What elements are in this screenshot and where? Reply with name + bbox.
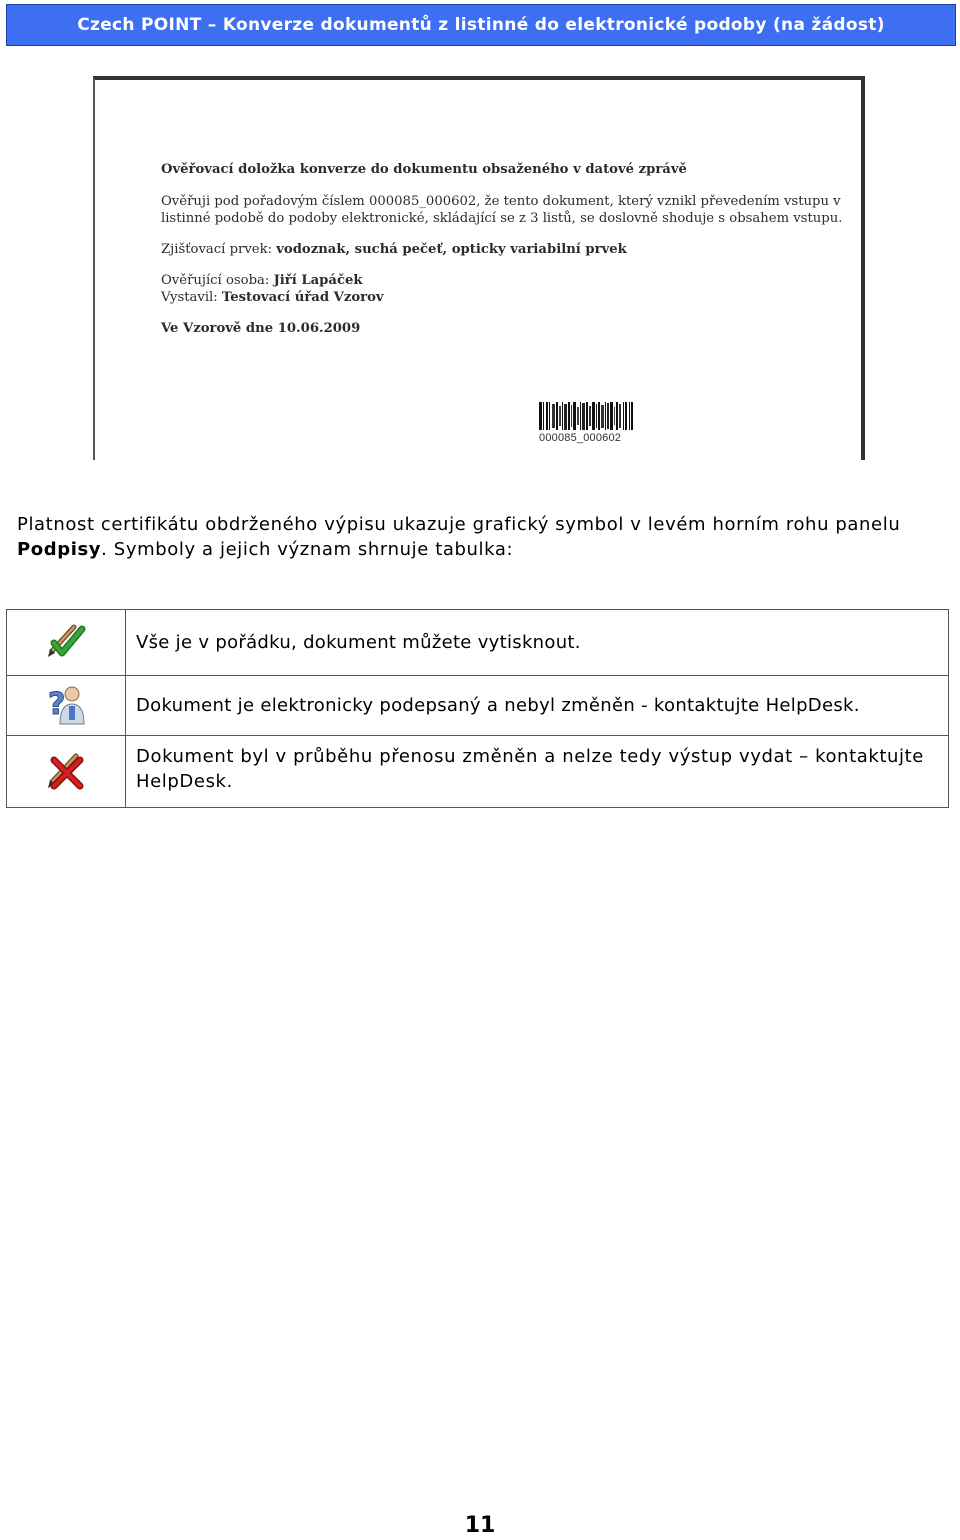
symbol-description: Vše je v pořádku, dokument můžete vytisknout. xyxy=(126,610,949,676)
feature-line xyxy=(161,242,627,257)
symbol-description: Dokument byl v průběhu přenosu změněn a nelze tedy výstup vydat – kontaktujte HelpDesk. xyxy=(126,736,949,808)
barcode-icon xyxy=(539,402,633,430)
person-question-icon xyxy=(44,682,88,726)
verification-clause-screenshot xyxy=(93,76,865,460)
pen-checkmark-icon xyxy=(44,621,88,661)
intro-text-bold: Podpisy xyxy=(17,539,102,560)
issuer-label: Vystavil: xyxy=(161,290,218,305)
clause-heading: Ověřovací doložka konverze do dokumentu obsaženého v datové zprávě xyxy=(161,162,687,177)
clause-line-2: listinné podobě do podoby elektronické, skládající se z 3 listů, se doslovně shoduje s obsahem vstupu. xyxy=(161,211,843,226)
feature-label: Zjišťovací prvek: xyxy=(161,242,273,257)
symbol-description: Dokument je elektronicky podepsaný a nebyl změněn - kontaktujte HelpDesk. xyxy=(126,676,949,736)
table-row xyxy=(7,736,949,808)
document-header-title: Czech POINT – Konverze dokumentů z listinné do elektronické podoby (na žádost) xyxy=(77,15,885,35)
table-row xyxy=(7,676,949,736)
symbol-cell xyxy=(7,736,126,808)
svg-text:?: ? xyxy=(48,686,66,722)
person-label: Ověřující osoba: xyxy=(161,273,270,288)
feature-value: vodoznak, suchá pečeť, opticky variabilní prvek xyxy=(276,242,627,257)
person-value: Jiří Lapáček xyxy=(273,273,363,288)
intro-paragraph xyxy=(17,512,937,562)
table-row xyxy=(7,610,949,676)
barcode-number: 000085_000602 xyxy=(539,432,622,444)
pen-cross-icon xyxy=(44,750,88,790)
intro-text-2: . Symboly a jejich význam shrnuje tabulka: xyxy=(101,539,514,560)
intro-text-1: Platnost certifikátu obdrženého výpisu ukazuje grafický symbol v levém horním rohu panelu xyxy=(17,514,901,535)
clause-line-1: Ověřuji pod pořadovým číslem 000085_000602, že tento dokument, který vznikl převedením vstupu v xyxy=(161,194,841,209)
symbols-table xyxy=(6,609,949,808)
place-date: Ve Vzorově dne 10.06.2009 xyxy=(161,321,361,336)
symbol-cell xyxy=(7,610,126,676)
issuer-value: Testovací úřad Vzorov xyxy=(221,290,384,305)
issuer-line xyxy=(161,290,384,305)
person-line xyxy=(161,273,363,288)
page-number: 11 xyxy=(464,1513,496,1538)
symbol-cell xyxy=(7,676,126,736)
document-header-bar xyxy=(6,4,956,46)
